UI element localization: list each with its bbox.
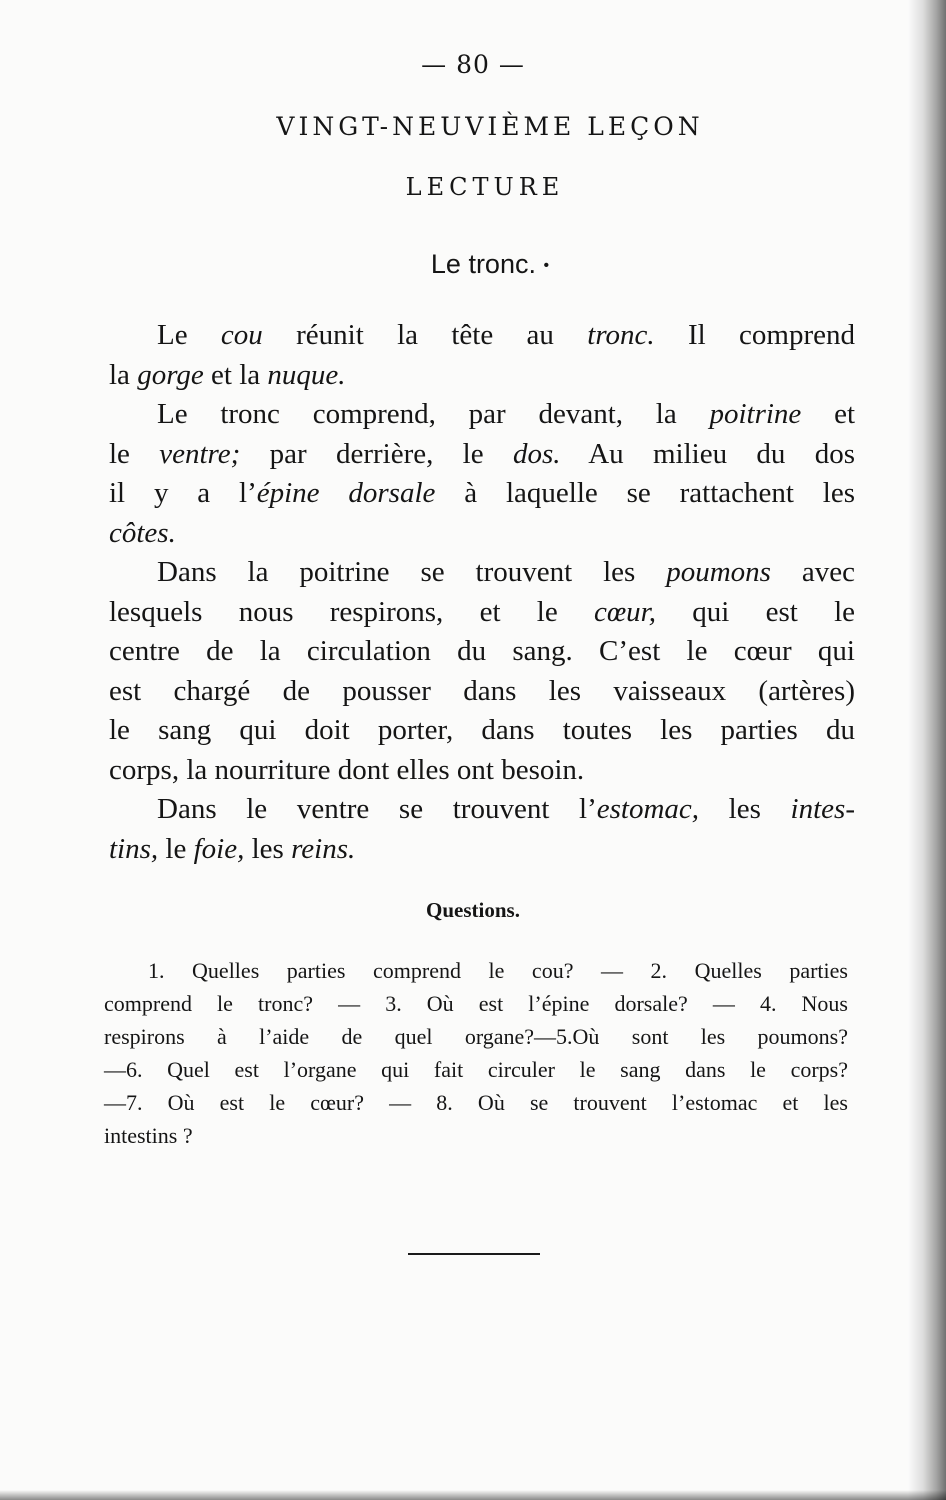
reading-paragraph bbox=[109, 395, 855, 553]
text-run: Il comprend bbox=[654, 319, 855, 351]
text-run: lesquels nous respirons, et le bbox=[109, 595, 594, 628]
text-line bbox=[109, 514, 855, 554]
text-line bbox=[109, 751, 855, 791]
reading-paragraph bbox=[109, 316, 855, 395]
text-run: est chargé de pousser dans les vaisseaux (artères) bbox=[109, 674, 855, 707]
text-run: les bbox=[244, 832, 292, 865]
text-line bbox=[109, 672, 855, 712]
text-line bbox=[109, 593, 855, 633]
reading-title bbox=[0, 249, 946, 280]
italic-term: épine dorsale bbox=[256, 477, 436, 509]
italic-term: gorge bbox=[137, 358, 204, 391]
text-line bbox=[109, 790, 855, 830]
text-run: par derrière, le bbox=[240, 437, 513, 470]
italic-term: intes- bbox=[790, 793, 855, 825]
question-line: 1. Quelles parties comprend le cou? — 2. Quelles parties bbox=[148, 958, 848, 983]
question-line: —6. Quel est l’organe qui fait circuler le sang dans le corps? bbox=[104, 1057, 848, 1082]
text-line bbox=[109, 830, 855, 870]
reading-body bbox=[109, 316, 855, 869]
text-run: Dans la poitrine se trouvent les bbox=[157, 556, 667, 588]
italic-term: côtes. bbox=[109, 516, 176, 549]
end-rule-divider bbox=[408, 1253, 540, 1255]
text-line bbox=[109, 711, 855, 751]
section-title: LECTURE bbox=[405, 173, 565, 201]
text-run: le sang qui doit porter, dans toutes les parties du bbox=[109, 714, 855, 746]
italic-term: foie, bbox=[193, 832, 245, 865]
text-line bbox=[109, 316, 855, 356]
italic-term: poumons bbox=[666, 556, 771, 588]
text-line bbox=[109, 474, 855, 514]
text-line bbox=[109, 356, 855, 396]
question-line: intestins ? bbox=[104, 1123, 193, 1148]
text-run: Le bbox=[157, 319, 221, 351]
reading-title-mark: • bbox=[543, 256, 550, 274]
text-line bbox=[109, 553, 855, 593]
text-run: Au milieu du dos bbox=[560, 437, 855, 470]
text-run: les bbox=[699, 793, 791, 825]
italic-term: nuque. bbox=[267, 358, 346, 391]
page-bottom-edge bbox=[0, 1490, 946, 1500]
spine-shadow bbox=[908, 0, 946, 1500]
text-run: Le tronc comprend, par devant, la bbox=[157, 398, 710, 430]
text-line bbox=[109, 395, 855, 435]
text-run: et bbox=[801, 398, 856, 430]
reading-title-text: Le tronc. bbox=[430, 249, 536, 279]
question-line: —7. Où est le cœur? — 8. Où se trouvent l’estomac et les bbox=[104, 1090, 848, 1115]
italic-term: reins. bbox=[291, 832, 356, 865]
page-number: — 80 — bbox=[421, 50, 525, 79]
italic-term: tronc. bbox=[587, 319, 655, 351]
text-run: avec bbox=[770, 556, 855, 588]
text-run: qui est le bbox=[656, 595, 856, 628]
text-line bbox=[109, 435, 855, 475]
text-run: centre de la circulation du sang. C’est le cœur qui bbox=[109, 635, 855, 667]
italic-term: poitrine bbox=[709, 398, 802, 430]
italic-term: tins, bbox=[109, 832, 159, 865]
text-run: la bbox=[109, 358, 138, 391]
reading-paragraph bbox=[109, 790, 855, 869]
question-line: comprend le tronc? — 3. Où est l’épine dorsale? — 4. Nous bbox=[104, 991, 848, 1016]
text-run: le bbox=[109, 437, 160, 470]
lesson-title: VINGT-NEUVIÈME LEÇON bbox=[276, 112, 704, 141]
text-run: corps, la nourriture dont elles ont besoin. bbox=[109, 753, 585, 786]
reading-paragraph bbox=[109, 553, 855, 790]
questions-title: Questions. bbox=[426, 898, 520, 922]
text-run: et la bbox=[203, 358, 268, 391]
text-line bbox=[109, 632, 855, 672]
italic-term: estomac, bbox=[596, 793, 700, 825]
italic-term: cou bbox=[220, 319, 263, 351]
italic-term: dos. bbox=[512, 437, 561, 470]
text-run: le bbox=[158, 832, 194, 865]
text-run: il y a l’ bbox=[109, 477, 257, 509]
questions-body bbox=[104, 954, 848, 1152]
text-run: à laquelle se rattachent les bbox=[435, 477, 855, 509]
italic-term: cœur, bbox=[593, 595, 657, 628]
text-run: réunit la tête au bbox=[262, 319, 588, 351]
italic-term: ventre; bbox=[159, 437, 241, 470]
question-line: respirons à l’aide de quel organe?—5.Où sont les poumons? bbox=[104, 1024, 848, 1049]
text-run: Dans le ventre se trouvent l’ bbox=[157, 793, 597, 825]
